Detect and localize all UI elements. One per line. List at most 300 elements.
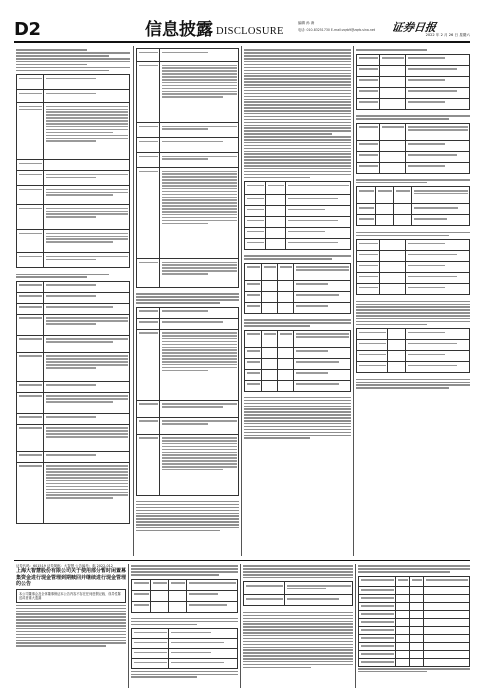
table-row bbox=[17, 413, 129, 424]
text-line bbox=[243, 632, 353, 634]
table-row bbox=[359, 658, 469, 666]
table-cell bbox=[423, 611, 469, 618]
text-line bbox=[162, 460, 237, 462]
table-cell bbox=[357, 204, 375, 214]
table-cell bbox=[359, 595, 395, 602]
table-row bbox=[357, 272, 469, 283]
table-row bbox=[17, 424, 129, 451]
table-cell bbox=[395, 651, 409, 658]
table-cell bbox=[395, 611, 409, 618]
table-cell bbox=[186, 580, 237, 590]
text-line bbox=[382, 57, 404, 59]
table-cell bbox=[137, 330, 159, 400]
table-cell bbox=[159, 49, 238, 61]
column-divider bbox=[240, 564, 241, 688]
disclosure-table bbox=[131, 628, 238, 669]
text-line bbox=[136, 293, 239, 295]
masthead-info bbox=[298, 19, 470, 41]
table-cell bbox=[261, 281, 277, 291]
text-line bbox=[356, 49, 427, 51]
table-row bbox=[357, 76, 469, 87]
text-line bbox=[247, 294, 260, 296]
table-cell bbox=[405, 141, 469, 151]
text-line bbox=[359, 254, 378, 256]
table-cell bbox=[423, 651, 469, 658]
text-line bbox=[244, 139, 351, 141]
text-line bbox=[244, 70, 351, 72]
text-line bbox=[244, 116, 351, 118]
text-line bbox=[162, 469, 224, 471]
text-line bbox=[131, 624, 197, 626]
table-cell bbox=[17, 315, 43, 335]
text-line bbox=[139, 332, 158, 334]
table-cell bbox=[423, 659, 469, 666]
text-line bbox=[162, 437, 237, 439]
table-cell bbox=[379, 152, 405, 162]
table-row bbox=[17, 170, 129, 185]
text-line bbox=[46, 106, 128, 108]
table-cell bbox=[423, 595, 469, 602]
text-line bbox=[244, 435, 351, 437]
text-line bbox=[287, 598, 339, 600]
text-line bbox=[19, 163, 42, 165]
text-line bbox=[296, 269, 349, 271]
text-line bbox=[162, 332, 237, 334]
table-row bbox=[359, 626, 469, 634]
table-cell bbox=[168, 659, 237, 668]
text-line bbox=[361, 621, 394, 623]
text-line bbox=[162, 141, 224, 143]
table-row bbox=[359, 634, 469, 642]
text-line bbox=[162, 321, 224, 323]
text-line bbox=[244, 423, 351, 425]
table-cell bbox=[357, 187, 375, 203]
table-cell bbox=[293, 264, 350, 280]
table-cell bbox=[357, 262, 379, 272]
text-line bbox=[356, 182, 427, 184]
text-block bbox=[244, 49, 351, 178]
text-line bbox=[359, 57, 378, 59]
text-line bbox=[162, 88, 237, 90]
table-cell bbox=[43, 414, 129, 424]
text-line bbox=[136, 524, 239, 526]
text-line bbox=[288, 220, 338, 222]
text-line bbox=[153, 582, 167, 584]
text-line bbox=[46, 93, 97, 95]
text-line bbox=[244, 177, 310, 179]
table-row bbox=[359, 610, 469, 618]
text-line bbox=[296, 383, 339, 385]
text-line bbox=[408, 365, 457, 367]
text-line bbox=[359, 207, 374, 209]
text-line bbox=[46, 427, 128, 429]
text-line bbox=[244, 145, 351, 147]
text-line bbox=[162, 205, 237, 207]
table-cell bbox=[265, 182, 285, 194]
table-cell bbox=[409, 603, 423, 610]
table-row bbox=[132, 629, 237, 638]
text-line bbox=[244, 162, 351, 164]
table-cell bbox=[411, 187, 469, 203]
text-line bbox=[162, 176, 237, 178]
text-line bbox=[243, 638, 353, 640]
text-line bbox=[19, 284, 42, 286]
text-line bbox=[136, 518, 239, 520]
text-line bbox=[359, 276, 378, 278]
table-cell bbox=[359, 619, 395, 626]
text-line bbox=[243, 641, 353, 643]
table-row bbox=[245, 358, 350, 369]
text-line bbox=[139, 310, 158, 312]
table-row bbox=[245, 347, 350, 358]
table-row bbox=[17, 462, 129, 523]
text-line bbox=[162, 264, 237, 266]
text-line bbox=[162, 403, 237, 405]
text-line bbox=[244, 159, 351, 161]
disclosure-table bbox=[356, 186, 470, 226]
table-row bbox=[17, 159, 129, 170]
table-cell bbox=[43, 382, 129, 392]
table-cell bbox=[17, 425, 43, 451]
text-line bbox=[162, 182, 237, 184]
table-cell bbox=[150, 580, 168, 590]
text-line bbox=[296, 336, 349, 338]
text-line bbox=[171, 652, 211, 654]
text-line bbox=[244, 432, 351, 434]
text-line bbox=[247, 198, 264, 200]
text-line bbox=[162, 223, 209, 225]
text-line bbox=[378, 190, 392, 192]
table-cell bbox=[17, 393, 43, 413]
table-cell bbox=[17, 160, 43, 170]
text-line bbox=[288, 231, 326, 233]
text-line bbox=[46, 480, 128, 482]
table-cell bbox=[277, 370, 293, 380]
table-row bbox=[245, 205, 350, 216]
text-line bbox=[46, 109, 128, 111]
text-line bbox=[162, 420, 237, 422]
text-line bbox=[247, 231, 264, 233]
text-line bbox=[46, 341, 113, 343]
table-cell bbox=[284, 582, 352, 594]
table-cell bbox=[423, 643, 469, 650]
table-cell bbox=[132, 591, 150, 601]
text-line bbox=[356, 309, 470, 311]
table-cell bbox=[43, 304, 129, 314]
text-line bbox=[162, 202, 237, 204]
table-cell bbox=[285, 239, 350, 249]
text-line bbox=[46, 259, 97, 261]
text-line bbox=[46, 306, 113, 308]
table-cell bbox=[379, 163, 405, 173]
text-line bbox=[134, 632, 167, 634]
text-line bbox=[136, 510, 239, 512]
text-line bbox=[46, 211, 128, 213]
table-row bbox=[357, 124, 469, 140]
table-row bbox=[359, 650, 469, 658]
text-line bbox=[131, 568, 238, 570]
text-line bbox=[46, 238, 128, 240]
text-line bbox=[16, 70, 109, 72]
text-line bbox=[162, 128, 209, 130]
text-line bbox=[162, 310, 209, 312]
text-line bbox=[247, 283, 260, 285]
table-cell bbox=[423, 619, 469, 626]
disclosure-table bbox=[356, 54, 470, 110]
text-line bbox=[131, 565, 238, 567]
text-line bbox=[139, 262, 158, 264]
text-line bbox=[243, 615, 353, 617]
text-line bbox=[46, 430, 128, 432]
table-row bbox=[132, 648, 237, 658]
text-line bbox=[244, 104, 351, 106]
text-line bbox=[243, 626, 353, 628]
text-line bbox=[46, 486, 128, 488]
table-cell bbox=[357, 77, 379, 87]
text-line bbox=[19, 93, 42, 95]
text-line bbox=[244, 153, 351, 155]
text-line bbox=[264, 333, 276, 335]
table-cell bbox=[261, 303, 277, 313]
text-line bbox=[356, 384, 470, 386]
table-cell bbox=[359, 577, 395, 586]
text-line bbox=[46, 123, 128, 125]
text-line bbox=[162, 96, 224, 98]
table-row bbox=[245, 264, 350, 280]
text-line bbox=[359, 101, 378, 103]
text-line bbox=[244, 113, 351, 115]
text-line bbox=[16, 622, 126, 624]
table-cell bbox=[265, 195, 285, 205]
table-row bbox=[245, 302, 350, 313]
text-line bbox=[247, 242, 264, 244]
text-line bbox=[244, 107, 351, 109]
disclosure-table bbox=[243, 581, 353, 606]
text-line bbox=[361, 653, 394, 655]
text-line bbox=[16, 631, 126, 633]
text-line bbox=[19, 454, 42, 456]
table-cell bbox=[405, 77, 469, 87]
column-divider bbox=[133, 46, 134, 556]
table-row bbox=[137, 122, 238, 137]
text-line bbox=[46, 492, 128, 494]
text-line bbox=[268, 185, 284, 187]
table-cell bbox=[375, 204, 393, 214]
text-line bbox=[361, 589, 394, 591]
text-line bbox=[247, 361, 260, 363]
text-line bbox=[162, 65, 237, 67]
table-cell bbox=[245, 217, 265, 227]
table-cell bbox=[409, 619, 423, 626]
table-cell bbox=[261, 359, 277, 369]
table-cell bbox=[245, 281, 261, 291]
table-cell bbox=[245, 381, 261, 391]
text-line bbox=[136, 521, 239, 523]
table-cell bbox=[261, 264, 277, 280]
text-line bbox=[139, 403, 158, 405]
table-cell bbox=[423, 603, 469, 610]
text-line bbox=[136, 530, 220, 532]
table-cell bbox=[186, 591, 237, 601]
text-line bbox=[162, 158, 209, 160]
text-line bbox=[46, 177, 97, 179]
table-cell bbox=[43, 103, 129, 159]
table-cell bbox=[132, 629, 168, 638]
table-row bbox=[137, 329, 238, 400]
text-line bbox=[16, 619, 126, 621]
table-cell bbox=[159, 308, 238, 318]
text-line bbox=[244, 156, 351, 158]
table-cell bbox=[379, 273, 405, 283]
text-line bbox=[162, 179, 237, 181]
text-line bbox=[414, 190, 468, 192]
table-cell bbox=[423, 635, 469, 642]
table-cell bbox=[159, 123, 238, 137]
text-line bbox=[244, 133, 332, 135]
text-line bbox=[244, 61, 351, 63]
text-line bbox=[162, 156, 237, 158]
text-line bbox=[356, 324, 427, 326]
table-row bbox=[132, 590, 237, 601]
table-cell bbox=[17, 463, 43, 523]
text-line bbox=[162, 446, 237, 448]
text-line bbox=[244, 325, 310, 327]
text-line bbox=[243, 652, 353, 654]
text-line bbox=[361, 645, 394, 647]
table-cell bbox=[43, 452, 129, 462]
table-row bbox=[357, 261, 469, 272]
text-line bbox=[361, 629, 394, 631]
text-line bbox=[139, 171, 158, 173]
table-cell bbox=[168, 649, 237, 658]
text-line bbox=[136, 507, 239, 509]
text-line bbox=[244, 408, 351, 410]
table-row bbox=[357, 151, 469, 162]
table-cell bbox=[409, 595, 423, 602]
text-line bbox=[408, 129, 468, 131]
text-line bbox=[408, 101, 445, 103]
table-cell bbox=[17, 186, 43, 204]
text-line bbox=[162, 267, 237, 269]
text-line bbox=[171, 582, 185, 584]
table-cell bbox=[357, 88, 379, 98]
text-line bbox=[162, 335, 237, 337]
table-cell bbox=[379, 66, 405, 76]
table-cell bbox=[245, 292, 261, 302]
text-line bbox=[244, 426, 351, 428]
table-row bbox=[357, 187, 469, 203]
table-cell bbox=[405, 66, 469, 76]
table-cell bbox=[405, 99, 469, 109]
table-row bbox=[132, 658, 237, 668]
text-line bbox=[139, 156, 158, 158]
table-row bbox=[245, 331, 350, 347]
column-divider bbox=[355, 564, 356, 688]
table-cell bbox=[405, 88, 469, 98]
text-line bbox=[244, 55, 351, 57]
table-cell bbox=[379, 88, 405, 98]
text-line bbox=[162, 173, 237, 175]
text-line bbox=[189, 604, 228, 606]
table-cell bbox=[43, 230, 129, 252]
table-cell bbox=[43, 75, 129, 89]
table-row bbox=[17, 282, 129, 292]
bottom-column-3 bbox=[243, 564, 353, 688]
table-cell bbox=[405, 273, 469, 283]
table-row bbox=[357, 203, 469, 214]
table-row bbox=[17, 352, 129, 381]
text-line bbox=[243, 661, 353, 663]
text-line bbox=[243, 571, 353, 573]
text-line bbox=[162, 217, 237, 219]
text-line bbox=[359, 165, 378, 167]
text-line bbox=[359, 143, 378, 145]
table-cell bbox=[411, 215, 469, 225]
table-cell bbox=[245, 370, 261, 380]
text-line bbox=[244, 322, 351, 324]
table-cell bbox=[265, 206, 285, 216]
text-line bbox=[244, 93, 351, 95]
text-line bbox=[16, 64, 87, 66]
table-row bbox=[244, 594, 352, 605]
text-line bbox=[16, 628, 126, 630]
table-cell bbox=[137, 401, 159, 417]
text-line bbox=[16, 67, 130, 69]
text-line bbox=[359, 154, 378, 156]
table-cell bbox=[43, 253, 129, 267]
text-line bbox=[46, 114, 128, 116]
text-line bbox=[46, 295, 97, 297]
text-line bbox=[408, 126, 468, 128]
table-row bbox=[137, 434, 238, 495]
table-cell bbox=[17, 230, 43, 252]
table-cell bbox=[43, 293, 129, 303]
text-line bbox=[46, 126, 128, 128]
text-line bbox=[359, 343, 386, 345]
text-line bbox=[162, 338, 237, 340]
text-line bbox=[162, 443, 237, 445]
table-cell bbox=[357, 124, 379, 140]
column-2 bbox=[136, 48, 239, 556]
text-line bbox=[16, 276, 87, 278]
table-cell bbox=[387, 351, 405, 361]
text-line bbox=[244, 255, 351, 257]
table-row bbox=[357, 350, 469, 361]
text-line bbox=[131, 571, 238, 573]
table-cell bbox=[159, 330, 238, 400]
text-line bbox=[46, 416, 97, 418]
text-line bbox=[162, 370, 209, 372]
text-line bbox=[19, 355, 42, 357]
table-cell bbox=[277, 331, 293, 347]
text-line bbox=[356, 382, 470, 384]
text-line bbox=[408, 243, 445, 245]
text-line bbox=[244, 122, 351, 124]
table-cell bbox=[17, 452, 43, 462]
editor-contact: 电话: 010-83251730 E-mail:zqrb9@zqrb.sina.net bbox=[298, 28, 376, 32]
table-cell bbox=[261, 292, 277, 302]
table-cell bbox=[405, 362, 469, 372]
text-line bbox=[46, 454, 97, 456]
text-line bbox=[162, 185, 237, 187]
text-line bbox=[46, 355, 128, 357]
table-cell bbox=[405, 152, 469, 162]
table-row bbox=[357, 65, 469, 76]
table-cell bbox=[168, 602, 186, 612]
text-line bbox=[19, 233, 42, 235]
disclosure-table bbox=[244, 330, 351, 392]
table-row bbox=[132, 601, 237, 612]
